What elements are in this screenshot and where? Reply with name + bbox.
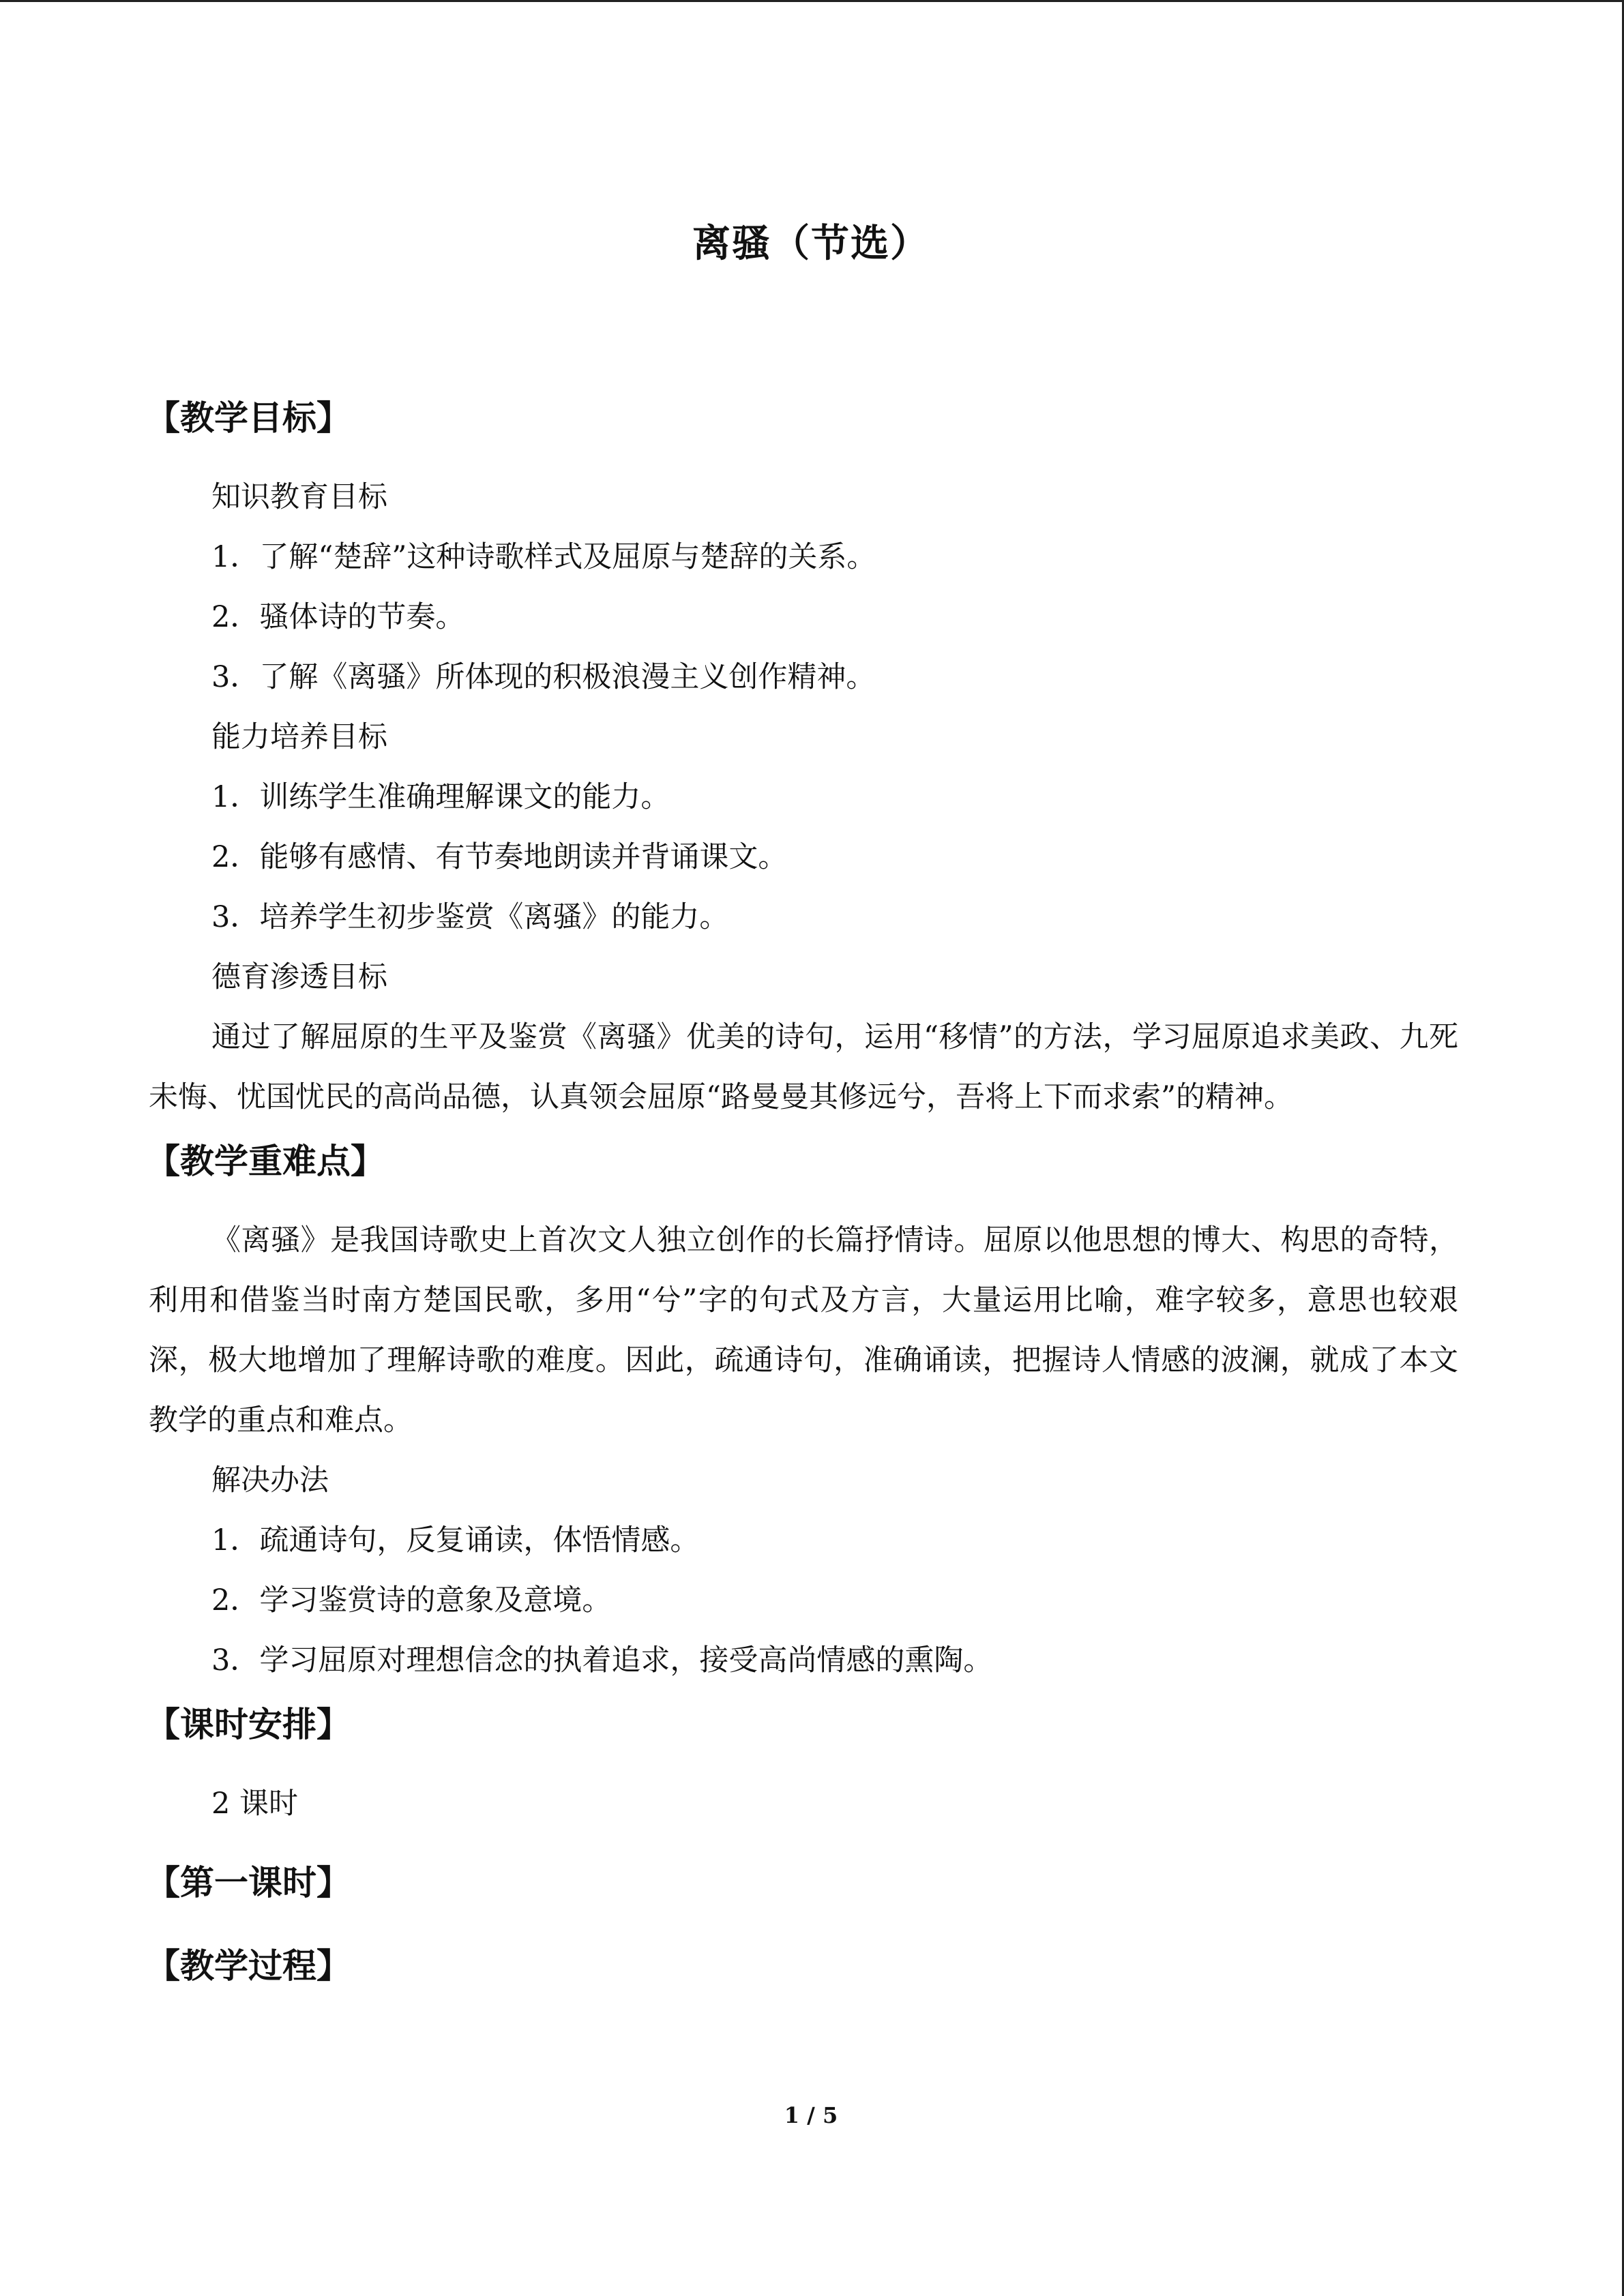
moral-goals-paragraph: 通过了解屈原的生平及鉴赏《离骚》优美的诗句，运用“移情”的方法，学习屈原追求美政、九死未悔、忧国忧民的高尚品德，认真领会屈原“路曼曼其修远兮，吾将上下而求索”的精神。 — [149, 1020, 1458, 1114]
ability-goal-item: 1．训练学生准确理解课文的能力。 — [211, 780, 670, 814]
solution-item: 1．疏通诗句，反复诵读，体悟情感。 — [211, 1523, 700, 1557]
ability-goal-item: 2．能够有感情、有节奏地朗读并背诵课文。 — [211, 840, 788, 874]
knowledge-goals-label: 知识教育目标 — [211, 480, 387, 514]
moral-goals-label: 德育渗透目标 — [211, 960, 387, 994]
knowledge-goal-item: 3．了解《离骚》所体现的积极浪漫主义创作精神。 — [211, 660, 876, 694]
section-heading-lesson-1: 【第一课时】 — [146, 1862, 351, 1903]
ability-goal-item: 3．培养学生初步鉴赏《离骚》的能力。 — [211, 900, 729, 934]
document-body — [146, 384, 1458, 2000]
section-heading-schedule: 【课时安排】 — [146, 1704, 351, 1744]
section-heading-process: 【教学过程】 — [146, 1945, 351, 1986]
section-heading-difficulties: 【教学重难点】 — [146, 1141, 385, 1181]
document-title: 离骚（节选） — [692, 221, 930, 266]
solution-item: 2．学习鉴赏诗的意象及意境。 — [211, 1583, 612, 1617]
solution-item: 3．学习屈原对理想信念的执着追求，接受高尚情感的熏陶。 — [211, 1643, 993, 1678]
knowledge-goal-item: 1．了解“楚辞”这种诗歌样式及屈原与楚辞的关系。 — [211, 540, 876, 574]
knowledge-goal-item: 2．骚体诗的节奏。 — [211, 600, 465, 634]
ability-goals-label: 能力培养目标 — [211, 720, 387, 754]
schedule-text: 2 课时 — [211, 1787, 299, 1821]
difficulties-paragraph: 《离骚》是我国诗歌史上首次文人独立创作的长篇抒情诗。屈原以他思想的博大、构思的奇特，利用和借鉴当时南方楚国民歌，多用“兮”字的句式及方言，大量运用比喻，难字较多，意思也较艰深，极大地增加了理解诗歌的难度。因此，疏通诗句，准确诵读，把握诗人情感的波澜，就成了本文教学的重点和难点。 — [149, 1223, 1458, 1437]
page-number: 1 / 5 — [784, 2102, 838, 2128]
section-heading-goals: 【教学目标】 — [146, 398, 351, 438]
solution-label: 解决办法 — [211, 1463, 329, 1497]
